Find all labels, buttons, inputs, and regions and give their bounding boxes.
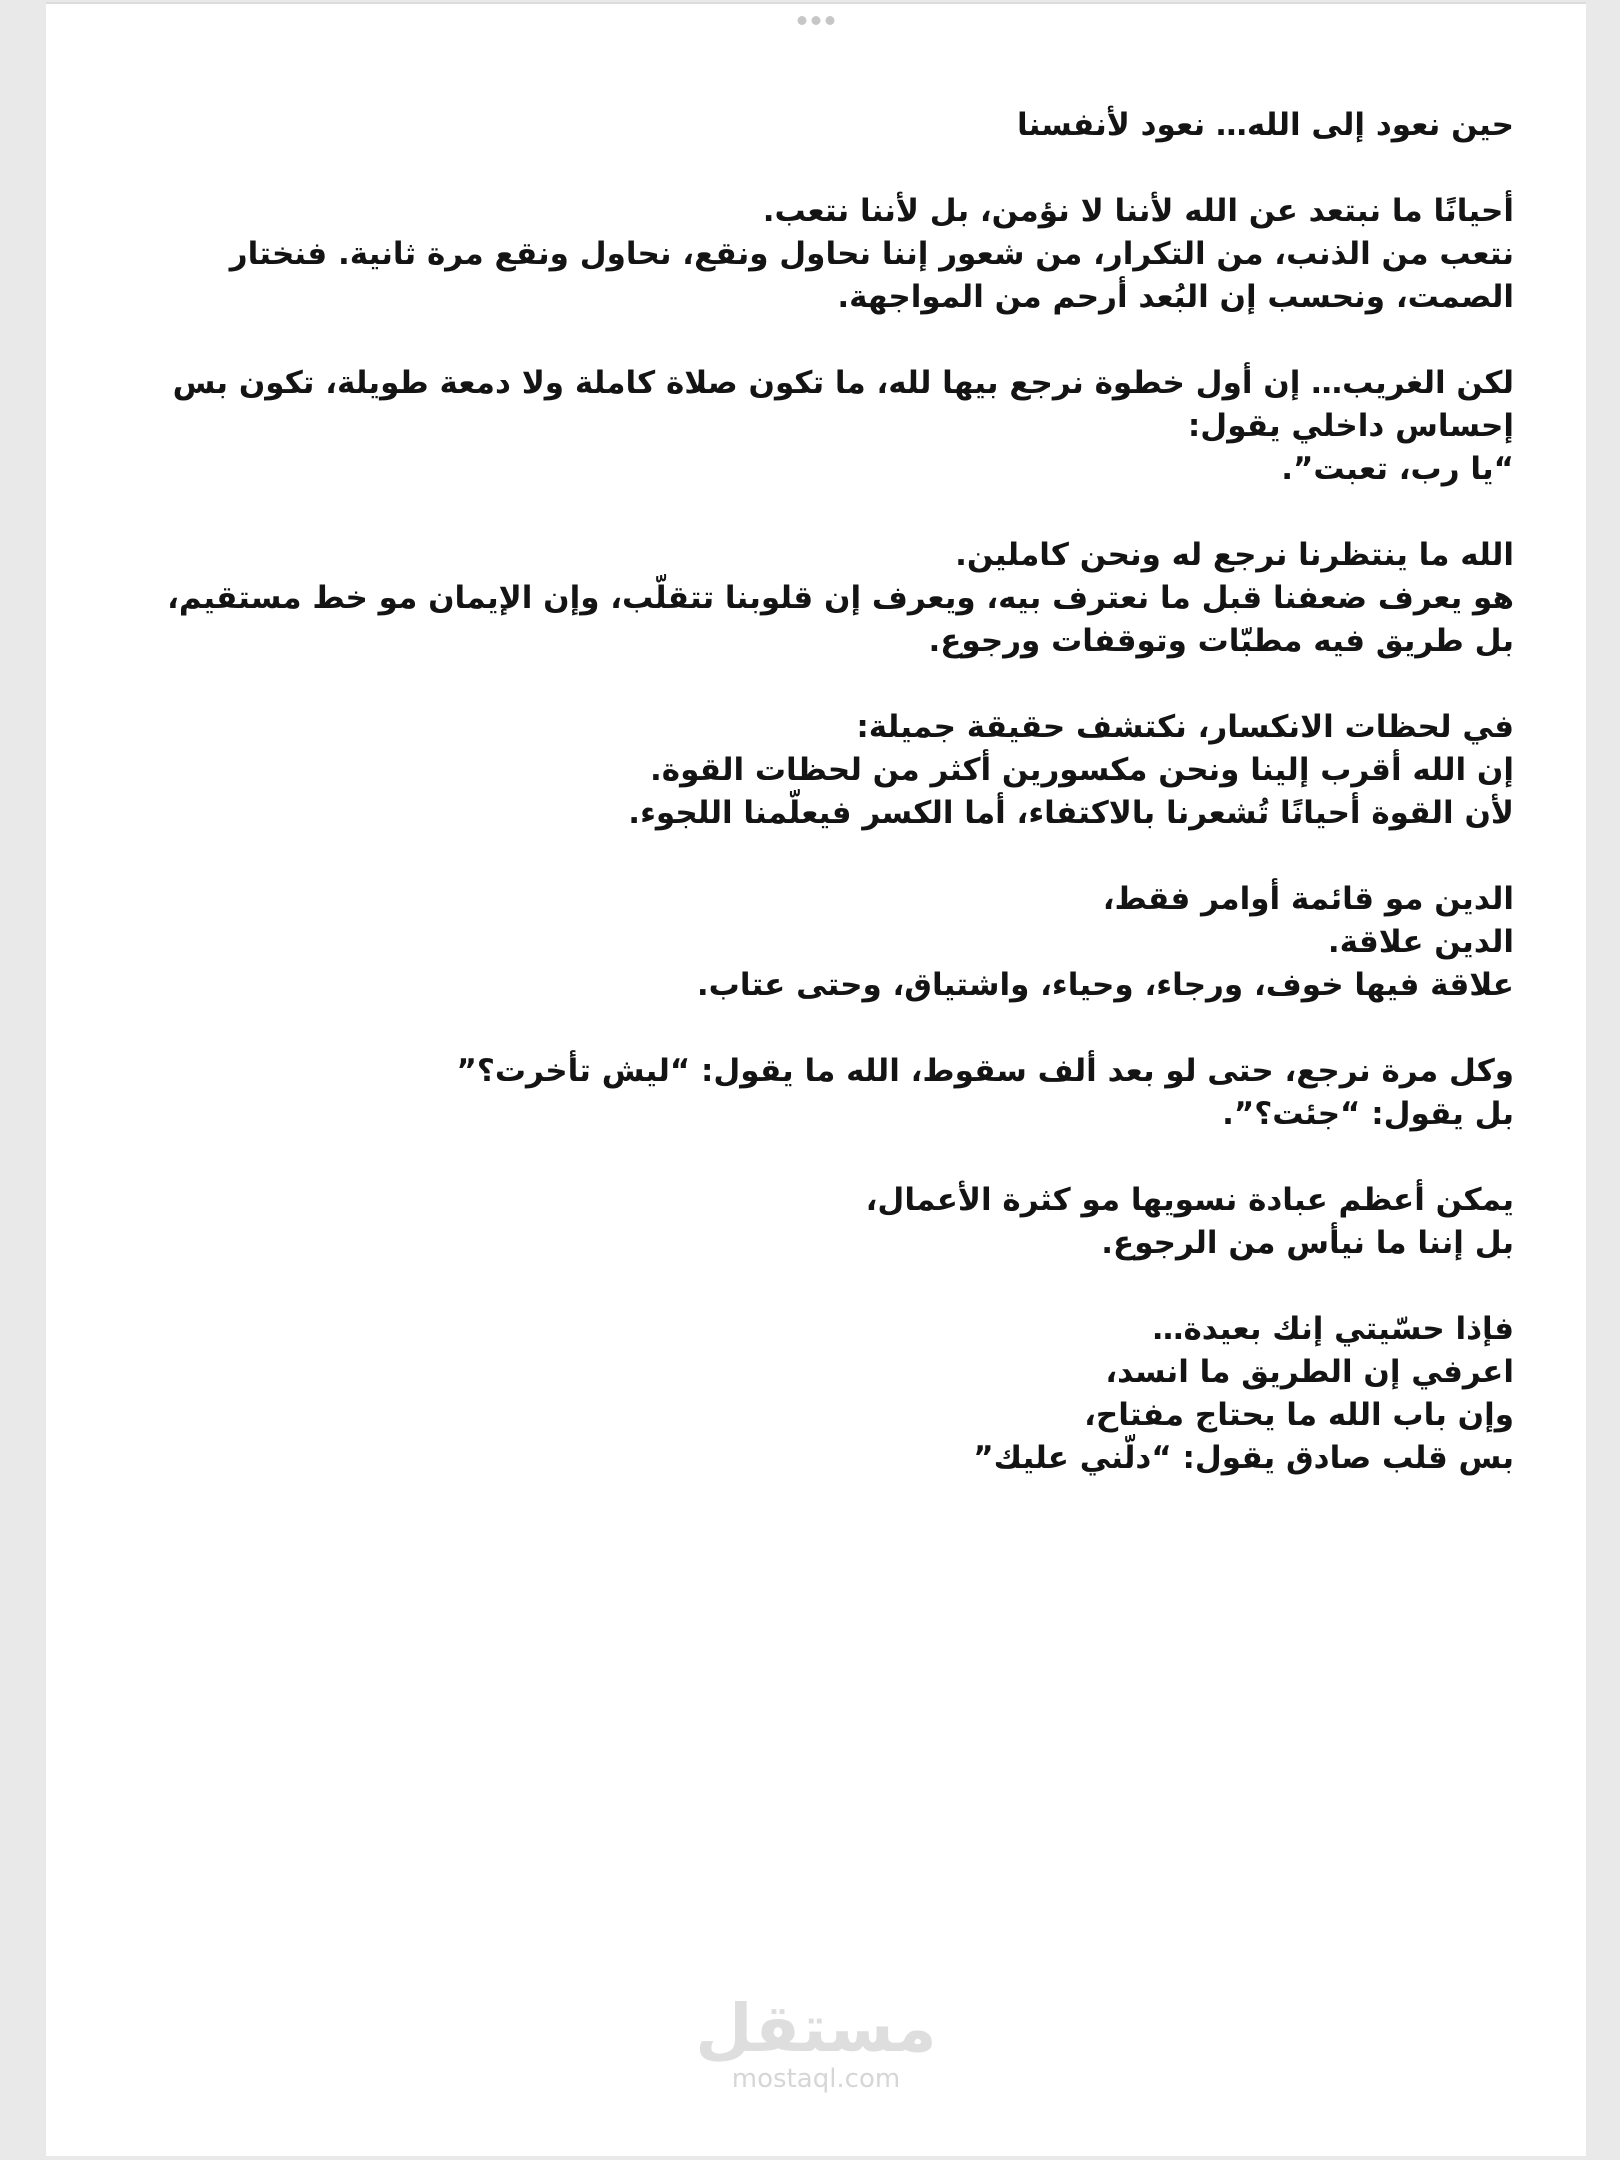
document-title: حين نعود إلى الله… نعود لأنفسنا bbox=[1016, 107, 1514, 143]
paragraph-3 bbox=[124, 534, 1514, 663]
paragraph-line: لكن الغريب… إن أول خطوة نرجع بيها لله، ما تكون صلاة كاملة ولا دمعة طويلة، تكون بس إحساس داخلي يقول: bbox=[172, 365, 1514, 444]
paragraph-4 bbox=[124, 706, 1514, 835]
dot bbox=[812, 16, 821, 25]
paragraph-line: في لحظات الانكسار، نكتشف حقيقة جميلة: bbox=[856, 709, 1514, 745]
paragraph-line: الدين مو قائمة أوامر فقط، bbox=[1102, 881, 1514, 917]
paragraph-6 bbox=[124, 1050, 1514, 1136]
document-body bbox=[124, 104, 1514, 1523]
paragraph-1 bbox=[124, 190, 1514, 319]
paragraph-line: بل يقول: “جئت؟”. bbox=[1222, 1096, 1514, 1132]
paragraph-line: وإن باب الله ما يحتاج مفتاح، bbox=[1084, 1397, 1514, 1433]
paragraph-8 bbox=[124, 1308, 1514, 1480]
more-dots-icon[interactable] bbox=[798, 16, 835, 25]
paragraph-line: بس قلب صادق يقول: “دلّني عليك” bbox=[973, 1440, 1514, 1476]
paragraph-line: لأن القوة أحيانًا تُشعرنا بالاكتفاء، أما الكسر فيعلّمنا اللجوء. bbox=[628, 795, 1514, 831]
paragraph-line: يمكن أعظم عبادة نسويها مو كثرة الأعمال، bbox=[865, 1182, 1514, 1218]
paragraph-5 bbox=[124, 878, 1514, 1007]
dot bbox=[826, 16, 835, 25]
paragraph-line: فإذا حسّيتي إنك بعيدة… bbox=[1152, 1311, 1514, 1347]
watermark-domain: mostaql.com bbox=[731, 2064, 901, 2094]
dot bbox=[798, 16, 807, 25]
paragraph-line: اعرفي إن الطريق ما انسد، bbox=[1105, 1354, 1514, 1390]
paragraph-line: بل إننا ما نيأس من الرجوع. bbox=[1101, 1225, 1514, 1261]
paragraph-line: وكل مرة نرجع، حتى لو بعد ألف سقوط، الله ما يقول: “ليش تأخرت؟” bbox=[456, 1053, 1514, 1089]
mostaql-watermark bbox=[46, 1990, 1586, 2094]
paragraph-line: علاقة فيها خوف، ورجاء، وحياء، واشتياق، وحتى عتاب. bbox=[696, 967, 1514, 1003]
paragraph-line: “يا رب، تعبت”. bbox=[1281, 451, 1514, 487]
paragraph-line: نتعب من الذنب، من التكرار، من شعور إننا نحاول ونقع، نحاول ونقع مرة ثانية. فنختار الصمت، ونحسب إن البُعد أرحم من المواجهة. bbox=[229, 236, 1514, 315]
paragraph-line: هو يعرف ضعفنا قبل ما نعترف بيه، ويعرف إن قلوبنا تتقلّب، وإن الإيمان مو خط مستقيم، بل طريق فيه مطبّات وتوقفات ورجوع. bbox=[167, 580, 1514, 659]
paragraph-line: الدين علاقة. bbox=[1327, 924, 1514, 960]
document-page bbox=[46, 2, 1586, 2156]
paragraph-line: الله ما ينتظرنا نرجع له ونحن كاملين. bbox=[955, 537, 1514, 573]
paragraph-line: أحيانًا ما نبتعد عن الله لأننا لا نؤمن، بل لأننا نتعب. bbox=[762, 193, 1514, 229]
watermark-logo: مستقل bbox=[695, 1990, 937, 2067]
paragraph-2 bbox=[124, 362, 1514, 491]
paragraph-line: إن الله أقرب إلينا ونحن مكسورين أكثر من لحظات القوة. bbox=[650, 752, 1514, 788]
paragraph-7 bbox=[124, 1179, 1514, 1265]
